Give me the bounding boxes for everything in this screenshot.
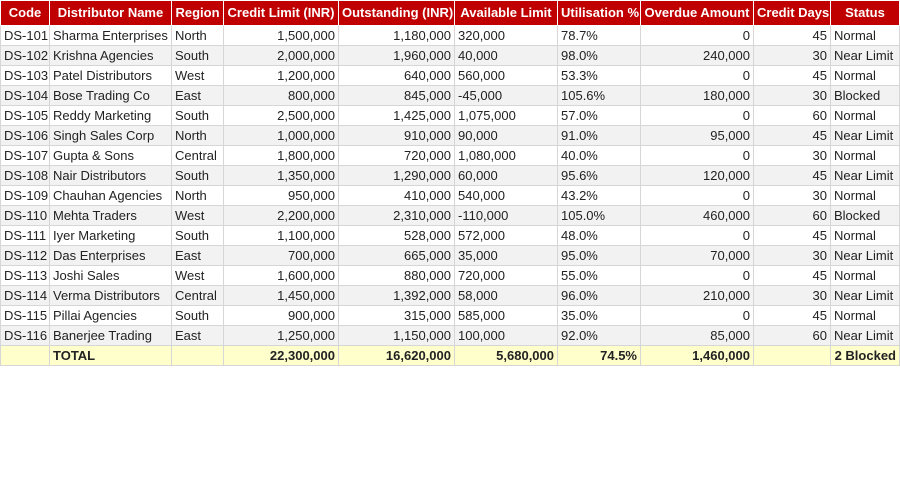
total-region-cell[interactable]	[172, 346, 224, 366]
total-status-cell[interactable]: 2 Blocked	[831, 346, 900, 366]
region-cell[interactable]: Central	[172, 146, 224, 166]
distributor-name-cell[interactable]: Das Enterprises	[50, 246, 172, 266]
distributor-name-cell[interactable]: Verma Distributors	[50, 286, 172, 306]
credit-limit-cell[interactable]: 950,000	[224, 186, 339, 206]
utilisation-cell[interactable]: 40.0%	[558, 146, 641, 166]
total-credit-days-cell[interactable]	[754, 346, 831, 366]
overdue-amount-cell[interactable]: 95,000	[641, 126, 754, 146]
credit-limit-cell[interactable]: 1,100,000	[224, 226, 339, 246]
status-cell[interactable]: Near Limit	[831, 246, 900, 266]
credit-days-cell[interactable]: 45	[754, 226, 831, 246]
column-header-credit-limit-header[interactable]: Credit Limit (INR)	[224, 1, 339, 26]
region-cell[interactable]: West	[172, 266, 224, 286]
status-cell[interactable]: Near Limit	[831, 326, 900, 346]
total-overdue-cell[interactable]: 1,460,000	[641, 346, 754, 366]
credit-limit-cell[interactable]: 1,000,000	[224, 126, 339, 146]
status-cell[interactable]: Normal	[831, 26, 900, 46]
column-header-credit-days-header[interactable]: Credit Days	[754, 1, 831, 26]
credit-days-cell[interactable]: 45	[754, 66, 831, 86]
credit-days-cell[interactable]: 60	[754, 106, 831, 126]
table-row[interactable]	[1, 266, 900, 286]
code-cell[interactable]: DS-116	[1, 326, 50, 346]
overdue-amount-cell[interactable]: 0	[641, 186, 754, 206]
credit-limit-cell[interactable]: 2,500,000	[224, 106, 339, 126]
available-limit-cell[interactable]: 58,000	[455, 286, 558, 306]
distributor-name-cell[interactable]: Joshi Sales	[50, 266, 172, 286]
distributor-name-cell[interactable]: Chauhan Agencies	[50, 186, 172, 206]
region-cell[interactable]: West	[172, 206, 224, 226]
status-cell[interactable]: Normal	[831, 266, 900, 286]
code-cell[interactable]: DS-112	[1, 246, 50, 266]
table-row[interactable]	[1, 286, 900, 306]
overdue-amount-cell[interactable]: 180,000	[641, 86, 754, 106]
code-cell[interactable]: DS-110	[1, 206, 50, 226]
table-row[interactable]	[1, 246, 900, 266]
table-row[interactable]	[1, 206, 900, 226]
status-cell[interactable]: Near Limit	[831, 46, 900, 66]
outstanding-cell[interactable]: 1,960,000	[339, 46, 455, 66]
table-row[interactable]	[1, 186, 900, 206]
distributor-name-cell[interactable]: Nair Distributors	[50, 166, 172, 186]
code-cell[interactable]: DS-111	[1, 226, 50, 246]
outstanding-cell[interactable]: 528,000	[339, 226, 455, 246]
code-cell[interactable]: DS-108	[1, 166, 50, 186]
table-body	[1, 26, 900, 366]
credit-limit-cell[interactable]: 1,250,000	[224, 326, 339, 346]
table-row[interactable]	[1, 66, 900, 86]
distributor-name-cell[interactable]: Krishna Agencies	[50, 46, 172, 66]
credit-days-cell[interactable]: 45	[754, 26, 831, 46]
overdue-amount-cell[interactable]: 240,000	[641, 46, 754, 66]
available-limit-cell[interactable]: 572,000	[455, 226, 558, 246]
status-cell[interactable]: Normal	[831, 146, 900, 166]
available-limit-cell[interactable]: 40,000	[455, 46, 558, 66]
credit-days-cell[interactable]: 30	[754, 246, 831, 266]
credit-limit-cell[interactable]: 1,800,000	[224, 146, 339, 166]
available-limit-cell[interactable]: 1,075,000	[455, 106, 558, 126]
column-header-name-header[interactable]: Distributor Name	[50, 1, 172, 26]
overdue-amount-cell[interactable]: 70,000	[641, 246, 754, 266]
distributor-name-cell[interactable]: Gupta & Sons	[50, 146, 172, 166]
credit-limit-cell[interactable]: 2,000,000	[224, 46, 339, 66]
status-cell[interactable]: Normal	[831, 306, 900, 326]
total-row[interactable]	[1, 346, 900, 366]
code-cell[interactable]: DS-114	[1, 286, 50, 306]
region-cell[interactable]: South	[172, 166, 224, 186]
credit-days-cell[interactable]: 45	[754, 306, 831, 326]
credit-limit-cell[interactable]: 1,600,000	[224, 266, 339, 286]
overdue-amount-cell[interactable]: 460,000	[641, 206, 754, 226]
table-row[interactable]	[1, 226, 900, 246]
status-cell[interactable]: Normal	[831, 226, 900, 246]
region-cell[interactable]: East	[172, 246, 224, 266]
total-available-cell[interactable]: 5,680,000	[455, 346, 558, 366]
overdue-amount-cell[interactable]: 0	[641, 226, 754, 246]
available-limit-cell[interactable]: 320,000	[455, 26, 558, 46]
column-header-code-header[interactable]: Code	[1, 1, 50, 26]
distributor-name-cell[interactable]: Mehta Traders	[50, 206, 172, 226]
table-header	[1, 1, 900, 26]
status-cell[interactable]: Near Limit	[831, 126, 900, 146]
credit-days-cell[interactable]: 30	[754, 146, 831, 166]
utilisation-cell[interactable]: 95.0%	[558, 246, 641, 266]
utilisation-cell[interactable]: 95.6%	[558, 166, 641, 186]
distributor-name-cell[interactable]: Patel Distributors	[50, 66, 172, 86]
status-cell[interactable]: Near Limit	[831, 166, 900, 186]
utilisation-cell[interactable]: 92.0%	[558, 326, 641, 346]
code-cell[interactable]: DS-107	[1, 146, 50, 166]
overdue-amount-cell[interactable]: 120,000	[641, 166, 754, 186]
table-row[interactable]	[1, 26, 900, 46]
credit-limit-cell[interactable]: 1,350,000	[224, 166, 339, 186]
outstanding-cell[interactable]: 410,000	[339, 186, 455, 206]
utilisation-cell[interactable]: 91.0%	[558, 126, 641, 146]
overdue-amount-cell[interactable]: 85,000	[641, 326, 754, 346]
outstanding-cell[interactable]: 2,310,000	[339, 206, 455, 226]
available-limit-cell[interactable]: 1,080,000	[455, 146, 558, 166]
distributor-name-cell[interactable]: Sharma Enterprises	[50, 26, 172, 46]
outstanding-cell[interactable]: 1,392,000	[339, 286, 455, 306]
available-limit-cell[interactable]: 720,000	[455, 266, 558, 286]
credit-days-cell[interactable]: 60	[754, 206, 831, 226]
utilisation-cell[interactable]: 105.6%	[558, 86, 641, 106]
utilisation-cell[interactable]: 48.0%	[558, 226, 641, 246]
available-limit-cell[interactable]: 60,000	[455, 166, 558, 186]
overdue-amount-cell[interactable]: 0	[641, 106, 754, 126]
table-row[interactable]	[1, 166, 900, 186]
total-code-cell[interactable]	[1, 346, 50, 366]
credit-days-cell[interactable]: 45	[754, 166, 831, 186]
code-cell[interactable]: DS-106	[1, 126, 50, 146]
code-cell[interactable]: DS-104	[1, 86, 50, 106]
table-row[interactable]	[1, 306, 900, 326]
table-row[interactable]	[1, 146, 900, 166]
status-cell[interactable]: Near Limit	[831, 286, 900, 306]
overdue-amount-cell[interactable]: 0	[641, 26, 754, 46]
overdue-amount-cell[interactable]: 0	[641, 66, 754, 86]
credit-limit-cell[interactable]: 2,200,000	[224, 206, 339, 226]
region-cell[interactable]: South	[172, 306, 224, 326]
available-limit-cell[interactable]: -45,000	[455, 86, 558, 106]
distributor-name-cell[interactable]: Pillai Agencies	[50, 306, 172, 326]
table-row[interactable]	[1, 326, 900, 346]
outstanding-cell[interactable]: 1,150,000	[339, 326, 455, 346]
distributor-name-cell[interactable]: Bose Trading Co	[50, 86, 172, 106]
outstanding-cell[interactable]: 640,000	[339, 66, 455, 86]
credit-limit-cell[interactable]: 1,450,000	[224, 286, 339, 306]
available-limit-cell[interactable]: 35,000	[455, 246, 558, 266]
region-cell[interactable]: West	[172, 66, 224, 86]
distributor-name-cell[interactable]: Singh Sales Corp	[50, 126, 172, 146]
distributor-name-cell[interactable]: Banerjee Trading	[50, 326, 172, 346]
outstanding-cell[interactable]: 910,000	[339, 126, 455, 146]
available-limit-cell[interactable]: 90,000	[455, 126, 558, 146]
code-cell[interactable]: DS-101	[1, 26, 50, 46]
status-cell[interactable]: Blocked	[831, 206, 900, 226]
column-header-available-limit-header[interactable]: Available Limit	[455, 1, 558, 26]
credit-days-cell[interactable]: 45	[754, 126, 831, 146]
available-limit-cell[interactable]: 585,000	[455, 306, 558, 326]
outstanding-cell[interactable]: 1,180,000	[339, 26, 455, 46]
distributor-name-cell[interactable]: Reddy Marketing	[50, 106, 172, 126]
outstanding-cell[interactable]: 845,000	[339, 86, 455, 106]
credit-limit-cell[interactable]: 1,200,000	[224, 66, 339, 86]
credit-limit-cell[interactable]: 800,000	[224, 86, 339, 106]
utilisation-cell[interactable]: 55.0%	[558, 266, 641, 286]
available-limit-cell[interactable]: -110,000	[455, 206, 558, 226]
total-name-cell[interactable]: TOTAL	[50, 346, 172, 366]
utilisation-cell[interactable]: 35.0%	[558, 306, 641, 326]
header-row	[1, 1, 900, 26]
credit-limit-cell[interactable]: 900,000	[224, 306, 339, 326]
code-cell[interactable]: DS-115	[1, 306, 50, 326]
credit-limit-cell[interactable]: 1,500,000	[224, 26, 339, 46]
utilisation-cell[interactable]: 78.7%	[558, 26, 641, 46]
credit-limit-cell[interactable]: 700,000	[224, 246, 339, 266]
total-outstanding-cell[interactable]: 16,620,000	[339, 346, 455, 366]
region-cell[interactable]: South	[172, 226, 224, 246]
overdue-amount-cell[interactable]: 0	[641, 266, 754, 286]
utilisation-cell[interactable]: 53.3%	[558, 66, 641, 86]
credit-days-cell[interactable]: 30	[754, 86, 831, 106]
outstanding-cell[interactable]: 880,000	[339, 266, 455, 286]
credit-days-cell[interactable]: 30	[754, 46, 831, 66]
region-cell[interactable]: North	[172, 26, 224, 46]
available-limit-cell[interactable]: 100,000	[455, 326, 558, 346]
available-limit-cell[interactable]: 560,000	[455, 66, 558, 86]
status-cell[interactable]: Normal	[831, 66, 900, 86]
region-cell[interactable]: South	[172, 106, 224, 126]
utilisation-cell[interactable]: 57.0%	[558, 106, 641, 126]
outstanding-cell[interactable]: 1,290,000	[339, 166, 455, 186]
column-header-region-header[interactable]: Region	[172, 1, 224, 26]
credit-days-cell[interactable]: 30	[754, 286, 831, 306]
overdue-amount-cell[interactable]: 0	[641, 146, 754, 166]
utilisation-cell[interactable]: 105.0%	[558, 206, 641, 226]
utilisation-cell[interactable]: 98.0%	[558, 46, 641, 66]
total-utilisation-cell[interactable]: 74.5%	[558, 346, 641, 366]
outstanding-cell[interactable]: 720,000	[339, 146, 455, 166]
outstanding-cell[interactable]: 315,000	[339, 306, 455, 326]
column-header-outstanding-header[interactable]: Outstanding (INR)	[339, 1, 455, 26]
code-cell[interactable]: DS-102	[1, 46, 50, 66]
total-credit-limit-cell[interactable]: 22,300,000	[224, 346, 339, 366]
overdue-amount-cell[interactable]: 0	[641, 306, 754, 326]
utilisation-cell[interactable]: 96.0%	[558, 286, 641, 306]
status-cell[interactable]: Blocked	[831, 86, 900, 106]
credit-days-cell[interactable]: 60	[754, 326, 831, 346]
table-row[interactable]	[1, 106, 900, 126]
region-cell[interactable]: East	[172, 326, 224, 346]
outstanding-cell[interactable]: 1,425,000	[339, 106, 455, 126]
table-row[interactable]	[1, 86, 900, 106]
credit-days-cell[interactable]: 30	[754, 186, 831, 206]
region-cell[interactable]: North	[172, 126, 224, 146]
column-header-status-header[interactable]: Status	[831, 1, 900, 26]
utilisation-cell[interactable]: 43.2%	[558, 186, 641, 206]
table-row[interactable]	[1, 126, 900, 146]
region-cell[interactable]: East	[172, 86, 224, 106]
region-cell[interactable]: North	[172, 186, 224, 206]
column-header-overdue-amount-header[interactable]: Overdue Amount	[641, 1, 754, 26]
credit-days-cell[interactable]: 45	[754, 266, 831, 286]
code-cell[interactable]: DS-113	[1, 266, 50, 286]
column-header-utilisation-header[interactable]: Utilisation %	[558, 1, 641, 26]
overdue-amount-cell[interactable]: 210,000	[641, 286, 754, 306]
status-cell[interactable]: Normal	[831, 106, 900, 126]
code-cell[interactable]: DS-103	[1, 66, 50, 86]
region-cell[interactable]: South	[172, 46, 224, 66]
distributor-name-cell[interactable]: Iyer Marketing	[50, 226, 172, 246]
region-cell[interactable]: Central	[172, 286, 224, 306]
table-row[interactable]	[1, 46, 900, 66]
status-cell[interactable]: Normal	[831, 186, 900, 206]
available-limit-cell[interactable]: 540,000	[455, 186, 558, 206]
code-cell[interactable]: DS-105	[1, 106, 50, 126]
outstanding-cell[interactable]: 665,000	[339, 246, 455, 266]
code-cell[interactable]: DS-109	[1, 186, 50, 206]
